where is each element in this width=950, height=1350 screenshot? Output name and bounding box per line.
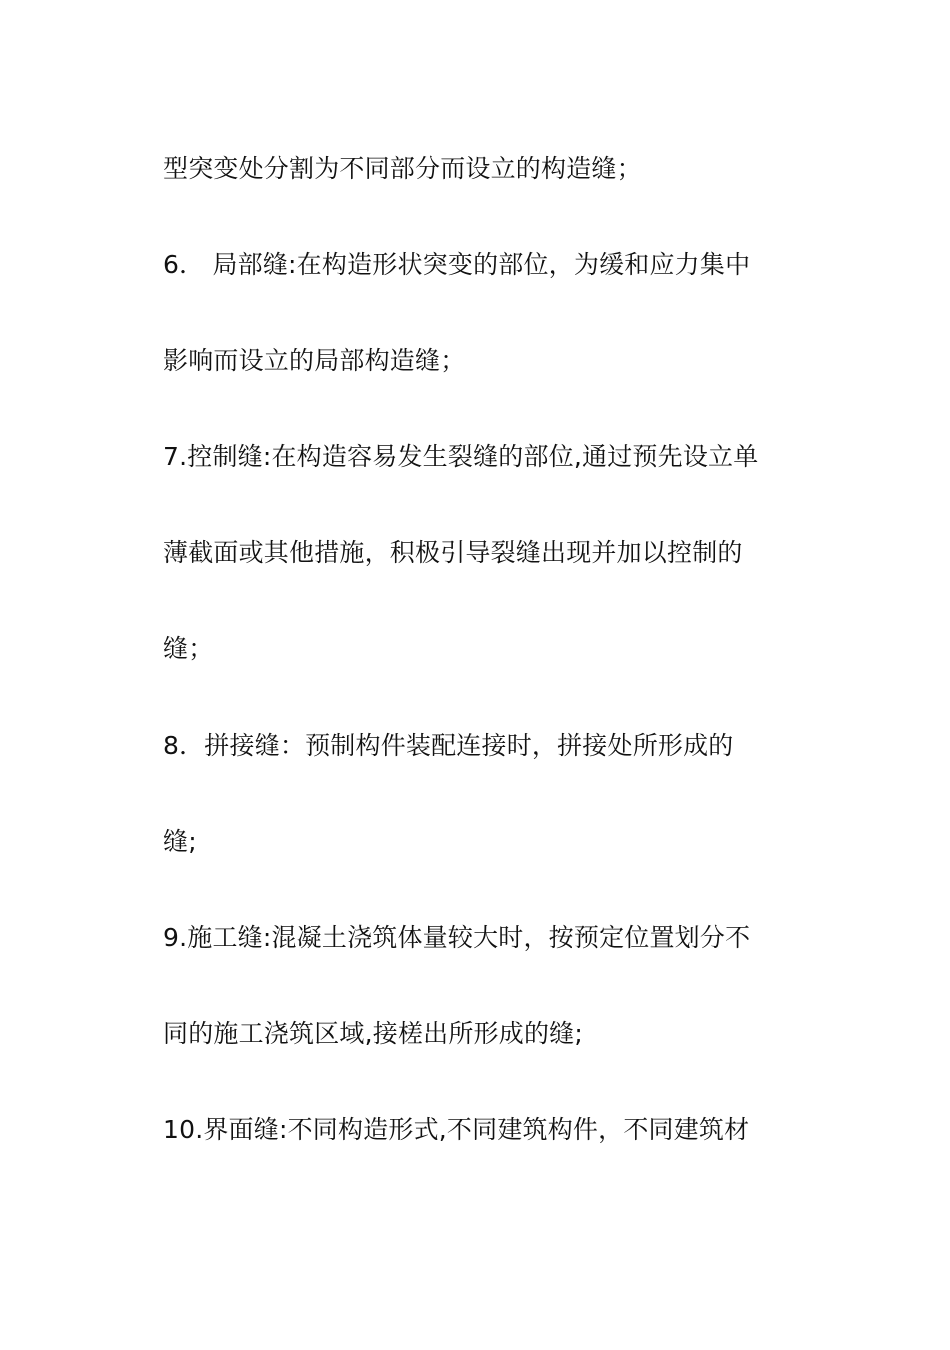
text-line-11: 10.界面缝:不同构造形式,不同建筑构件，不同建筑材 xyxy=(163,1115,750,1144)
text-line-2: 6． 局部缝:在构造形状突变的部位，为缓和应力集中 xyxy=(163,250,751,279)
text-line-7: 8．拼接缝：预制构件装配连接时，拼接处所形成的 xyxy=(163,731,734,760)
text-line-1: 型突变处分割为不同部分而设立的构造缝； xyxy=(163,154,642,183)
text-line-5: 薄截面或其他措施，积极引导裂缝出现并加以控制的 xyxy=(163,538,743,567)
text-line-4: 7.控制缝:在构造容易发生裂缝的部位,通过预先设立单 xyxy=(163,442,759,471)
text-line-9: 9.施工缝:混凝土浇筑体量较大时，按预定位置划分不 xyxy=(163,923,751,952)
text-line-8: 缝; xyxy=(163,827,197,856)
text-line-3: 影响而设立的局部构造缝； xyxy=(163,346,466,375)
text-line-6: 缝； xyxy=(163,634,214,663)
text-line-10: 同的施工浇筑区域,接槎出所形成的缝; xyxy=(163,1019,583,1048)
